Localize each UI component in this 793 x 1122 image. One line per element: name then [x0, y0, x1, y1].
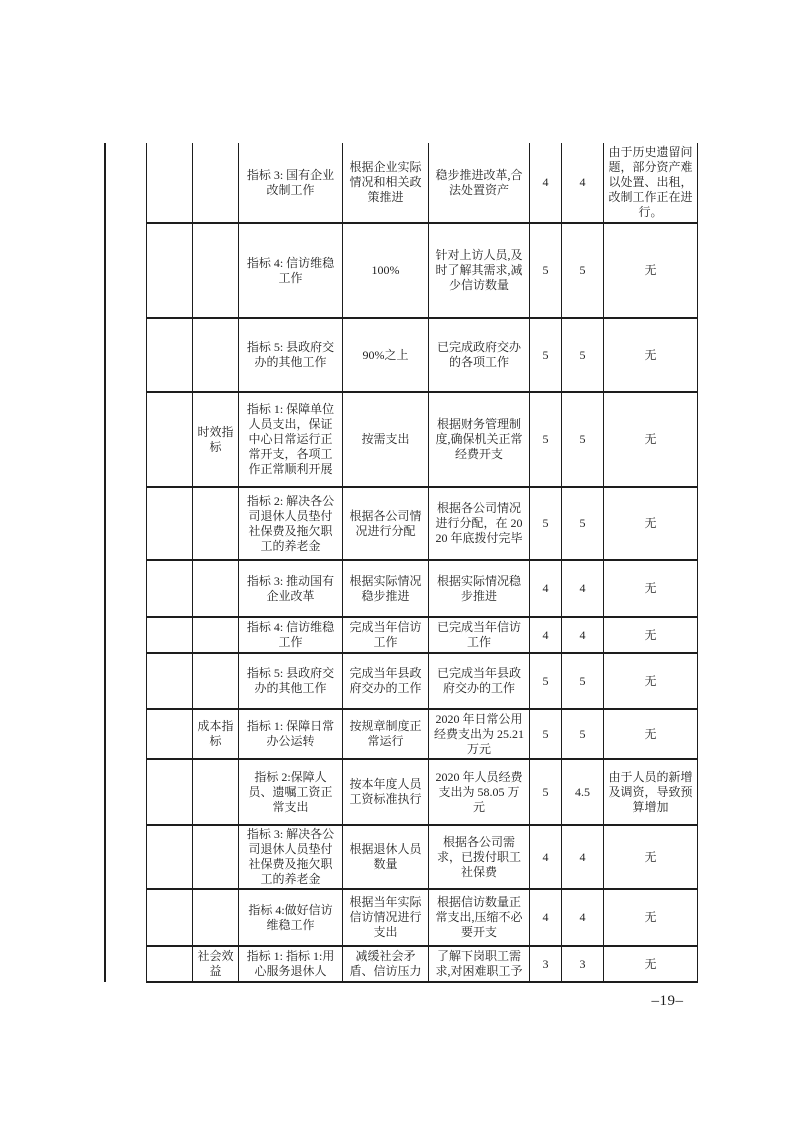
- cell-completion-value: 已完成政府交办的各项工作: [429, 318, 530, 392]
- cell-completion-value: 根据各公司需求，已拨付职工社保费: [429, 825, 530, 889]
- cell-target-value: 根据各公司情况进行分配: [343, 487, 429, 560]
- table-row: [147, 487, 698, 560]
- cell-score-full: 4: [530, 889, 562, 946]
- cell-score-actual: 5: [562, 487, 604, 560]
- cell-score-actual: 3: [562, 946, 604, 982]
- cell-score-actual: 4: [562, 560, 604, 617]
- cell-deviation-note: 无: [604, 560, 698, 617]
- cell-deviation-note: 无: [604, 318, 698, 392]
- cell-score-actual: 4: [562, 143, 604, 223]
- page-number: –19–: [651, 993, 684, 1009]
- cell-blank: [147, 143, 193, 223]
- cell-blank: [147, 560, 193, 617]
- table-row: [147, 825, 698, 889]
- cell-deviation-note: 无: [604, 709, 698, 759]
- cell-indicator-name: 指标 4: 信访维稳工作: [239, 617, 343, 653]
- table-row: [147, 617, 698, 653]
- cell-blank: [147, 709, 193, 759]
- cell-deviation-note: 无: [604, 825, 698, 889]
- cell-score-actual: 5: [562, 223, 604, 318]
- cell-score-full: 4: [530, 825, 562, 889]
- cell-completion-value: 2020 年日常公用经费支出为 25.21 万元: [429, 709, 530, 759]
- cell-score-actual: 4.5: [562, 759, 604, 825]
- cell-blank: [147, 318, 193, 392]
- table-row: [147, 318, 698, 392]
- cell-score-actual: 5: [562, 392, 604, 487]
- cell-score-full: 5: [530, 487, 562, 560]
- cell-indicator-group: 成本指标: [193, 709, 239, 759]
- table-row: [147, 709, 698, 759]
- cell-indicator-name: 指标 3: 国有企业改制工作: [239, 143, 343, 223]
- cell-indicator-group: [193, 653, 239, 709]
- cell-target-value: 100%: [343, 223, 429, 318]
- cell-completion-value: 根据各公司情况进行分配，在 2020 年底拨付完毕: [429, 487, 530, 560]
- cell-deviation-note: 无: [604, 889, 698, 946]
- cell-deviation-note: 无: [604, 653, 698, 709]
- cell-blank: [147, 759, 193, 825]
- cell-target-value: 按规章制度正常运行: [343, 709, 429, 759]
- cell-score-full: 4: [530, 143, 562, 223]
- cell-blank: [147, 392, 193, 487]
- table-row: [147, 653, 698, 709]
- cell-score-full: 5: [530, 223, 562, 318]
- cell-completion-value: 根据财务管理制度,确保机关正常经费开支: [429, 392, 530, 487]
- cell-blank: [147, 487, 193, 560]
- cell-score-full: 4: [530, 617, 562, 653]
- cell-indicator-group: 社会效益: [193, 946, 239, 982]
- cell-completion-value: 了解下岗职工需求,对困难职工予: [429, 946, 530, 982]
- cell-score-full: 4: [530, 560, 562, 617]
- cell-score-full: 5: [530, 709, 562, 759]
- cell-score-full: 5: [530, 392, 562, 487]
- cell-indicator-name: 指标 2: 解决各公司退休人员垫付社保费及拖欠职工的养老金: [239, 487, 343, 560]
- cell-target-value: 根据退休人员数量: [343, 825, 429, 889]
- cell-score-actual: 4: [562, 889, 604, 946]
- cell-blank: [147, 653, 193, 709]
- cell-indicator-name: 指标 4: 信访维稳工作: [239, 223, 343, 318]
- cell-score-full: 5: [530, 759, 562, 825]
- cell-indicator-name: 指标 3: 解决各公司退休人员垫付社保费及拖欠职工的养老金: [239, 825, 343, 889]
- cell-blank: [147, 617, 193, 653]
- cell-target-value: 根据企业实际情况和相关政策推进: [343, 143, 429, 223]
- cell-indicator-group: [193, 560, 239, 617]
- cell-indicator-name: 指标 1: 指标 1:用心服务退休人: [239, 946, 343, 982]
- table-row: [147, 560, 698, 617]
- cell-indicator-group: [193, 487, 239, 560]
- cell-completion-value: 根据实际情况稳步推进: [429, 560, 530, 617]
- cell-completion-value: 针对上访人员,及时了解其需求,减少信访数量: [429, 223, 530, 318]
- cell-score-actual: 5: [562, 318, 604, 392]
- cell-indicator-name: 指标 5: 县政府交办的其他工作: [239, 318, 343, 392]
- cell-indicator-group: [193, 223, 239, 318]
- cell-indicator-group: [193, 617, 239, 653]
- cell-target-value: 按本年度人员工资标准执行: [343, 759, 429, 825]
- cell-score-actual: 4: [562, 825, 604, 889]
- table-row: [147, 392, 698, 487]
- cell-completion-value: 2020 年人员经费支出为 58.05 万元: [429, 759, 530, 825]
- cell-indicator-group: 时效指标: [193, 392, 239, 487]
- cell-blank: [147, 889, 193, 946]
- cell-blank: [147, 223, 193, 318]
- table-row: [147, 889, 698, 946]
- cell-score-full: 5: [530, 653, 562, 709]
- cell-target-value: 完成当年县政府交办的工作: [343, 653, 429, 709]
- cell-target-value: 90%之上: [343, 318, 429, 392]
- cell-completion-value: 已完成当年县政府交办的工作: [429, 653, 530, 709]
- cell-indicator-name: 指标 2:保障人员、遗嘱工资正常支出: [239, 759, 343, 825]
- cell-deviation-note: 无: [604, 617, 698, 653]
- table-row: [147, 946, 698, 982]
- table-row: [147, 143, 698, 223]
- cell-indicator-name: 指标 5: 县政府交办的其他工作: [239, 653, 343, 709]
- cell-indicator-name: 指标 4:做好信访维稳工作: [239, 889, 343, 946]
- cell-completion-value: 已完成当年信访工作: [429, 617, 530, 653]
- cell-target-value: 根据当年实际信访情况进行支出: [343, 889, 429, 946]
- table-row: [147, 223, 698, 318]
- cell-completion-value: 根据信访数量正常支出,压缩不必要开支: [429, 889, 530, 946]
- cell-score-full: 5: [530, 318, 562, 392]
- cell-indicator-name: 指标 1: 保障单位人员支出，保证中心日常运行正常开支，各项工作正常顺利开展: [239, 392, 343, 487]
- cell-deviation-note: 无: [604, 487, 698, 560]
- cell-score-actual: 5: [562, 709, 604, 759]
- cell-indicator-name: 指标 3: 推动国有企业改革: [239, 560, 343, 617]
- cell-deviation-note: 无: [604, 946, 698, 982]
- cell-target-value: 根据实际情况稳步推进: [343, 560, 429, 617]
- cell-completion-value: 稳步推进改革,合法处置资产: [429, 143, 530, 223]
- cell-deviation-note: 无: [604, 223, 698, 318]
- cell-indicator-group: [193, 825, 239, 889]
- table-outer-left-border: [104, 143, 106, 982]
- cell-target-value: 减缓社会矛盾、信访压力: [343, 946, 429, 982]
- cell-indicator-name: 指标 1: 保障日常办公运转: [239, 709, 343, 759]
- cell-indicator-group: [193, 143, 239, 223]
- table-row: [147, 759, 698, 825]
- cell-indicator-group: [193, 889, 239, 946]
- cell-blank: [147, 946, 193, 982]
- cell-score-full: 3: [530, 946, 562, 982]
- performance-indicator-table: [146, 143, 698, 983]
- cell-target-value: 完成当年信访工作: [343, 617, 429, 653]
- cell-indicator-group: [193, 318, 239, 392]
- cell-deviation-note: 无: [604, 392, 698, 487]
- cell-score-actual: 4: [562, 617, 604, 653]
- cell-score-actual: 5: [562, 653, 604, 709]
- cell-blank: [147, 825, 193, 889]
- table-body: [147, 143, 698, 982]
- cell-target-value: 按需支出: [343, 392, 429, 487]
- cell-indicator-group: [193, 759, 239, 825]
- cell-deviation-note: 由于历史遗留问题，部分资产难以处置、出租，改制工作正在进行。: [604, 143, 698, 223]
- cell-deviation-note: 由于人员的新增及调资，导致预算增加: [604, 759, 698, 825]
